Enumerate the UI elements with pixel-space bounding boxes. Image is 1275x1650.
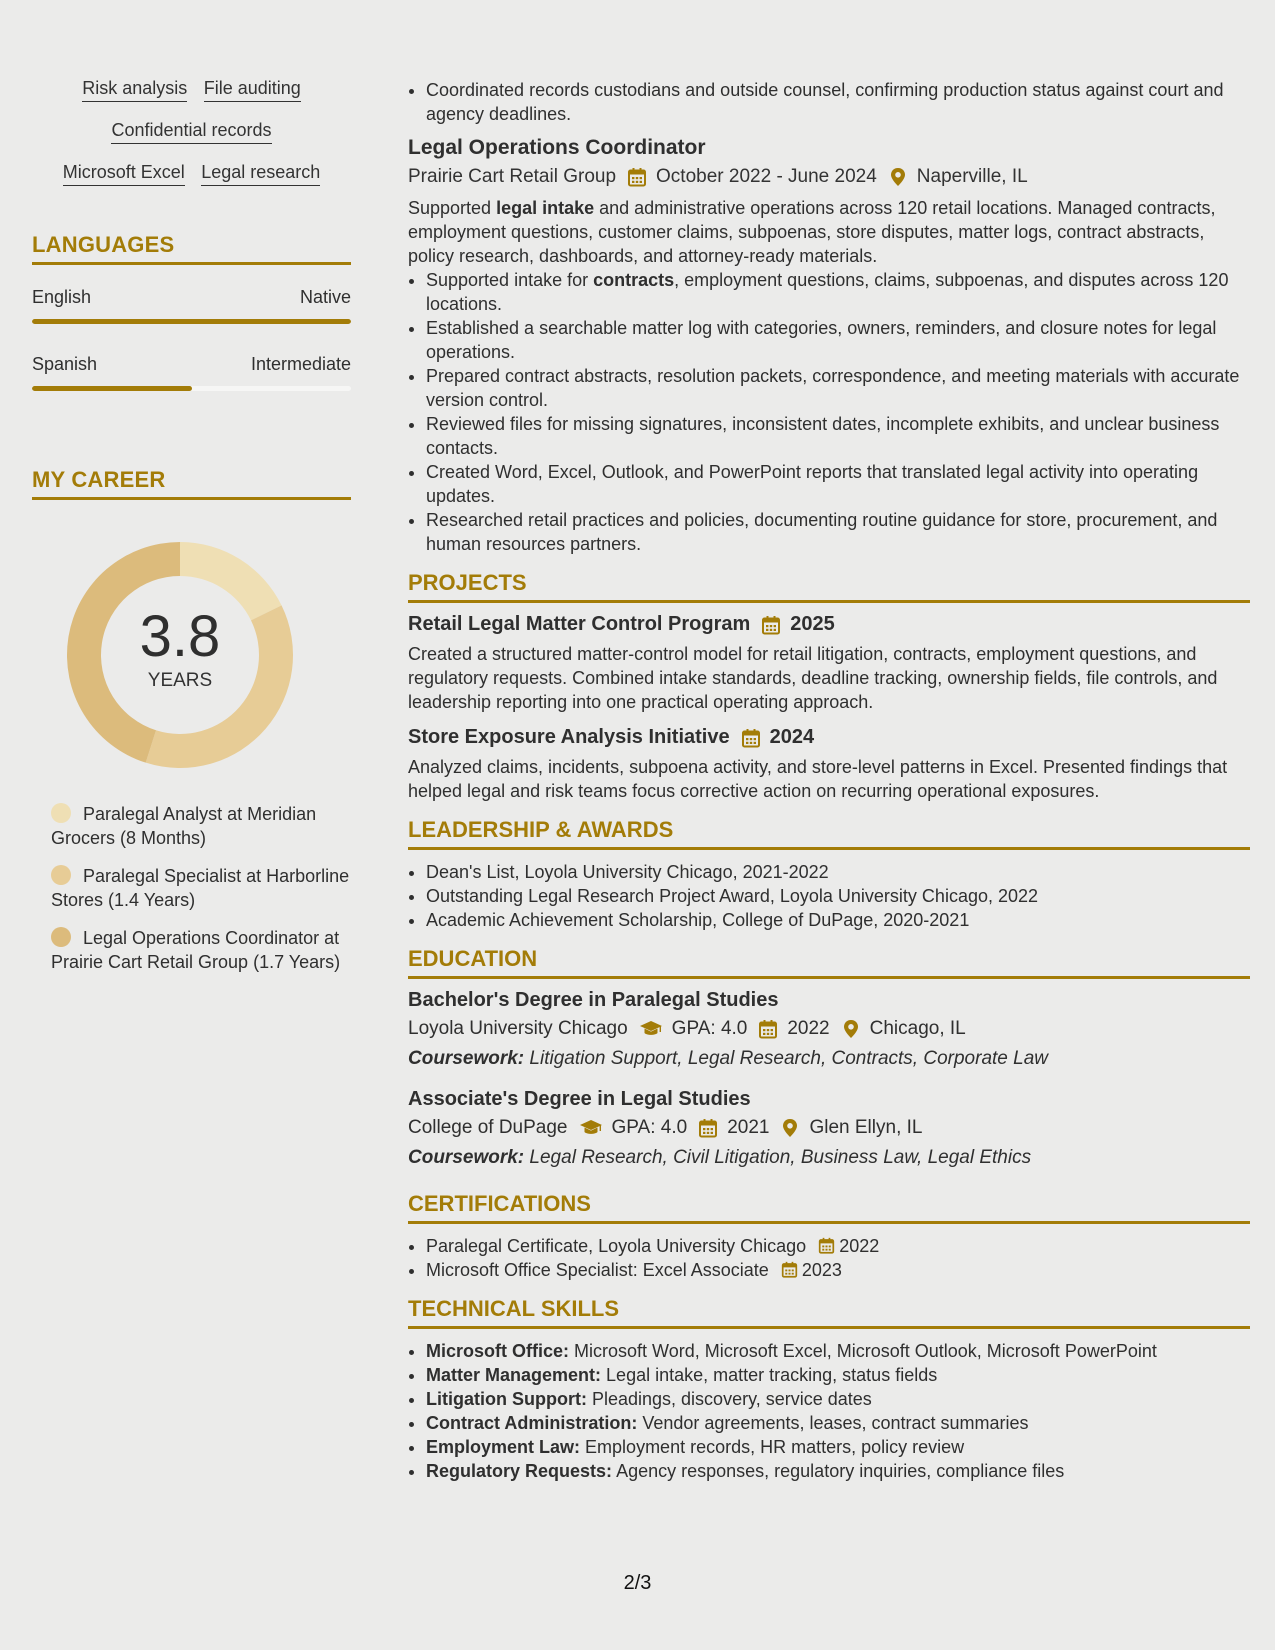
skill-tags — [32, 78, 351, 186]
job-dates: October 2022 - June 2024 — [656, 166, 877, 187]
school-name: College of DuPage — [408, 1117, 568, 1138]
school-location: Chicago, IL — [869, 1018, 966, 1039]
technical-skills-heading: TECHNICAL SKILLS — [408, 1296, 1250, 1329]
degree-title: Associate's Degree in Legal Studies — [408, 1088, 751, 1110]
job-bullet: • Established a searchable matter log with categories, owners, reminders, and closure notes for legal operations. — [426, 316, 1250, 364]
project-title: Store Exposure Analysis Initiative — [408, 726, 730, 748]
career-legend — [51, 802, 351, 974]
job-company: Prairie Cart Retail Group — [408, 166, 617, 187]
calendar-icon — [761, 615, 781, 635]
tech-skill-item: • Litigation Support: Pleadings, discovery, service dates — [426, 1387, 1250, 1411]
language-bar — [32, 319, 351, 324]
career-legend-item — [51, 802, 351, 850]
education-item — [408, 989, 1250, 1070]
job-meta — [408, 166, 1250, 188]
awards-list — [408, 860, 1250, 932]
certifications-list — [408, 1234, 1250, 1282]
tech-skill-item: • Matter Management: Legal intake, matter tracking, status fields — [426, 1363, 1250, 1387]
coursework: Coursework: Legal Research, Civil Litigation, Business Law, Legal Ethics — [408, 1147, 1032, 1168]
project-year: 2025 — [790, 613, 835, 635]
page-number: 2/3 — [623, 1572, 652, 1594]
degree-title: Bachelor's Degree in Paralegal Studies — [408, 989, 779, 1011]
main-content — [408, 78, 1250, 1483]
education-item — [408, 1088, 1250, 1169]
legend-dot — [51, 927, 71, 947]
school-name: Loyola University Chicago — [408, 1018, 628, 1039]
calendar-icon — [758, 1019, 778, 1039]
language-item — [32, 287, 351, 324]
project-description: Created a structured matter-control model for retail litigation, contracts, employment questions, and regulatory requests. Combined intake standards, deadline tracking, ownership fields, file controls, and leadership reporting into one practical operating approach. — [408, 644, 1218, 712]
language-name: Spanish — [32, 354, 98, 374]
education-heading: EDUCATION — [408, 946, 1250, 979]
job-bullet: • Supported intake for contracts, employment questions, claims, subpoenas, and disputes across 120 locations. — [426, 268, 1250, 316]
career-heading: MY CAREER — [32, 467, 351, 500]
language-level: Native — [299, 287, 351, 307]
language-level: Intermediate — [250, 354, 351, 374]
skill-tag-row — [32, 120, 351, 144]
graduation-cap-icon — [579, 1118, 603, 1138]
skill-tag: Confidential records — [111, 120, 271, 144]
graduation-year: 2022 — [787, 1018, 830, 1039]
job-bullet: • Prepared contract abstracts, resolution packets, correspondence, and meeting materials with accurate version control. — [426, 364, 1250, 412]
tech-skill-item: • Employment Law: Employment records, HR matters, policy review — [426, 1435, 1250, 1459]
career-unit: YEARS — [147, 670, 213, 691]
location-pin-icon — [888, 167, 908, 187]
calendar-icon — [741, 728, 761, 748]
projects-heading: PROJECTS — [408, 570, 1250, 603]
job-title: Legal Operations Coordinator — [408, 136, 706, 159]
job-bullet: • Coordinated records custodians and outside counsel, confirming production status against court and agency deadlines. — [426, 78, 1250, 126]
language-name: English — [32, 287, 92, 307]
career-legend-item — [51, 926, 351, 974]
skill-tag: File auditing — [204, 78, 301, 102]
award-item: • Academic Achievement Scholarship, College of DuPage, 2020-2021 — [426, 908, 1250, 932]
awards-heading: LEADERSHIP & AWARDS — [408, 817, 1250, 850]
graduation-cap-icon — [639, 1019, 663, 1039]
skill-tag: Legal research — [201, 162, 320, 186]
previous-job-bullets — [408, 78, 1250, 126]
school-location: Glen Ellyn, IL — [809, 1117, 923, 1138]
tech-skill-item: • Microsoft Office: Microsoft Word, Microsoft Excel, Microsoft Outlook, Microsoft PowerPoint — [426, 1339, 1250, 1363]
technical-skills-list — [408, 1339, 1250, 1483]
languages-heading: LANGUAGES — [32, 232, 351, 265]
award-item: • Dean's List, Loyola University Chicago, 2021-2022 — [426, 860, 1250, 884]
location-pin-icon — [780, 1118, 800, 1138]
calendar-icon — [627, 167, 647, 187]
certification-item: • Microsoft Office Specialist: Excel Associate 2023 — [426, 1258, 1250, 1282]
gpa: GPA: 4.0 — [611, 1117, 688, 1138]
gpa: GPA: 4.0 — [671, 1018, 748, 1039]
sidebar — [32, 78, 351, 988]
project-description: Analyzed claims, incidents, subpoena activity, and store-level patterns in Excel. Presented findings that helped legal and risk teams focus corrective action on recurring operational exposures. — [408, 757, 1228, 801]
legend-dot — [51, 803, 71, 823]
calendar-icon — [698, 1118, 718, 1138]
career-legend-label: Paralegal Specialist at Harborline Stores (1.4 Years) — [51, 866, 350, 910]
career-total-years: 3.8 — [139, 604, 221, 669]
graduation-year: 2021 — [727, 1117, 770, 1138]
job-bullet: • Researched retail practices and policies, documenting routine guidance for store, procurement, and human resources partners. — [426, 508, 1250, 556]
calendar-icon — [818, 1237, 835, 1254]
language-bar-fill — [32, 319, 351, 324]
location-pin-icon — [841, 1019, 861, 1039]
career-legend-label: Paralegal Analyst at Meridian Grocers (8 Months) — [51, 804, 317, 848]
project-item — [408, 613, 1250, 714]
skill-tag: Microsoft Excel — [63, 162, 185, 186]
job-bullets — [408, 268, 1250, 556]
tech-skill-item: • Regulatory Requests: Agency responses, regulatory inquiries, compliance files — [426, 1459, 1250, 1483]
project-year: 2024 — [769, 726, 815, 748]
job-bullet: • Reviewed files for missing signatures, inconsistent dates, incomplete exhibits, and unclear business contacts. — [426, 412, 1250, 460]
skill-tag-row — [32, 162, 351, 186]
career-legend-item — [51, 864, 351, 912]
job-location: Naperville, IL — [916, 166, 1028, 187]
language-item — [32, 354, 351, 391]
job-bullet: • Created Word, Excel, Outlook, and PowerPoint reports that translated legal activity into operating updates. — [426, 460, 1250, 508]
tech-skill-item: • Contract Administration: Vendor agreements, leases, contract summaries — [426, 1411, 1250, 1435]
award-item: • Outstanding Legal Research Project Award, Loyola University Chicago, 2022 — [426, 884, 1250, 908]
skill-tag: Risk analysis — [82, 78, 187, 102]
project-item — [408, 726, 1250, 803]
career-legend-label: Legal Operations Coordinator at Prairie Cart Retail Group (1.7 Years) — [51, 928, 341, 972]
calendar-icon — [781, 1261, 798, 1278]
job-summary: Supported legal intake and administrative operations across 120 retail locations. Managed contracts, employment questions, customer claims, subpoenas, store disputes, matter logs, contract abstracts, policy research, dashboards, and attorney-ready materials. — [408, 198, 1216, 266]
certifications-heading: CERTIFICATIONS — [408, 1191, 1250, 1224]
legend-dot — [51, 865, 71, 885]
certification-item: • Paralegal Certificate, Loyola University Chicago 2022 — [426, 1234, 1250, 1258]
skill-tag-row — [32, 78, 351, 102]
career-donut-chart — [65, 540, 295, 770]
project-title: Retail Legal Matter Control Program — [408, 613, 751, 635]
coursework: Coursework: Litigation Support, Legal Research, Contracts, Corporate Law — [408, 1048, 1048, 1069]
